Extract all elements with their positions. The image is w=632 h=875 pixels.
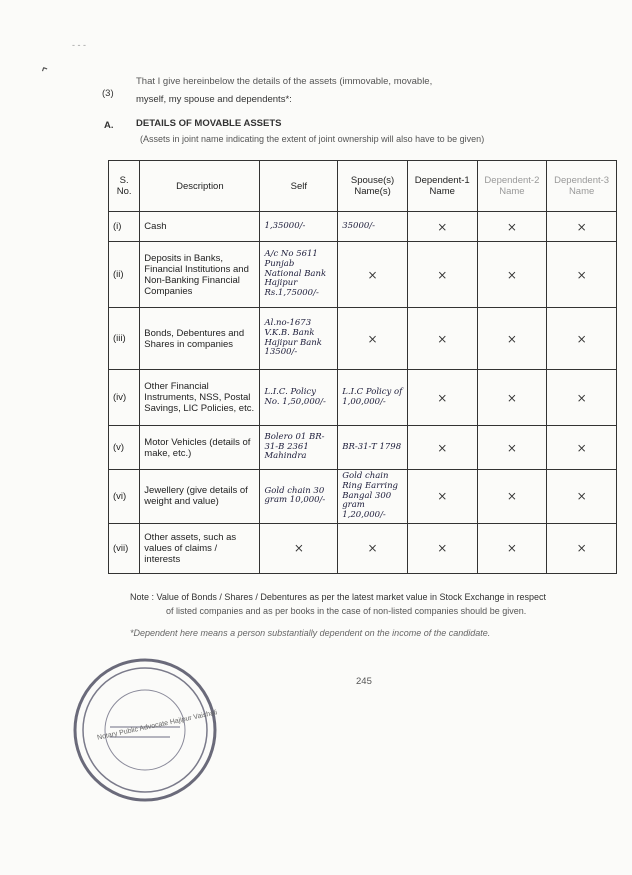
value-dependent-1: ×	[407, 308, 477, 370]
value-spouse: ×	[338, 242, 408, 308]
section-heading: DETAILS OF MOVABLE ASSETS	[136, 118, 282, 129]
value-dependent-1: ×	[407, 470, 477, 524]
value-dependent-1: ×	[407, 212, 477, 242]
col-header-sno: S. No.	[109, 161, 140, 212]
heading-letter: A.	[104, 120, 114, 131]
value-dependent-3: ×	[547, 308, 617, 370]
value-dependent-3: ×	[547, 523, 617, 573]
col-header-dependent-2: Dependent-2 Name	[477, 161, 547, 212]
col-header-description: Description	[140, 161, 260, 212]
value-spouse: BR-31-T 1798	[338, 426, 408, 470]
value-dependent-2: ×	[477, 242, 547, 308]
value-dependent-2: ×	[477, 212, 547, 242]
table-row	[109, 470, 617, 524]
value-dependent-1: ×	[407, 523, 477, 573]
value-self: Gold chain 30 gram 10,000/-	[260, 470, 338, 524]
col-header-spouse: Spouse(s) Name(s)	[338, 161, 408, 212]
top-mark: - - -	[72, 40, 86, 50]
value-self: ×	[260, 523, 338, 573]
row-description: Other Financial Instruments, NSS, Postal Savings, LIC Policies, etc.	[140, 370, 260, 426]
value-dependent-2: ×	[477, 470, 547, 524]
value-dependent-2: ×	[477, 370, 547, 426]
table-row	[109, 308, 617, 370]
stamp-text: Notary Public Advocate Hajipur Vaishali	[96, 709, 218, 742]
value-self: Al.no-1673 V.K.B. Bank Hajipur Bank 13500/-	[260, 308, 338, 370]
row-description: Motor Vehicles (details of make, etc.)	[140, 426, 260, 470]
table-row	[109, 370, 617, 426]
movable-assets-table	[108, 160, 617, 574]
value-spouse: 35000/-	[338, 212, 408, 242]
section-subheading: (Assets in joint name indicating the extent of joint ownership will also have to be given)	[140, 134, 485, 144]
row-description: Cash	[140, 212, 260, 242]
value-dependent-1: ×	[407, 242, 477, 308]
value-spouse: ×	[338, 523, 408, 573]
value-self: L.I.C. Policy No. 1,50,000/-	[260, 370, 338, 426]
value-spouse: Gold chain Ring Earring Bangal 300 gram 1,20,000/-	[338, 470, 408, 524]
value-dependent-1: ×	[407, 426, 477, 470]
intro-line-2: myself, my spouse and dependents*:	[136, 94, 292, 105]
note-line-2: of listed companies and as per books in the case of non-listed companies should be given.	[166, 606, 527, 616]
value-dependent-3: ×	[547, 426, 617, 470]
row-number: (iii)	[109, 308, 140, 370]
row-number: (iv)	[109, 370, 140, 426]
table-row	[109, 523, 617, 573]
row-description: Bonds, Debentures and Shares in companies	[140, 308, 260, 370]
value-spouse: L.I.C Policy of 1,00,000/-	[338, 370, 408, 426]
intro-line-1: That I give hereinbelow the details of the assets (immovable, movable,	[136, 76, 433, 87]
margin-tick-mark: ⌃	[36, 62, 55, 82]
page-number: 245	[356, 676, 372, 687]
note-line-1: Note : Value of Bonds / Shares / Debentures as per the latest market value in Stock Exchange in respect	[130, 592, 547, 602]
col-header-dependent-3: Dependent-3 Name	[547, 161, 617, 212]
value-dependent-3: ×	[547, 370, 617, 426]
value-self: A/c No 5611 Punjab National Bank Hajipur Rs.1,75000/-	[260, 242, 338, 308]
row-number: (v)	[109, 426, 140, 470]
value-dependent-3: ×	[547, 470, 617, 524]
row-number: (ii)	[109, 242, 140, 308]
value-dependent-2: ×	[477, 308, 547, 370]
table-row	[109, 426, 617, 470]
section-number: (3)	[102, 88, 114, 99]
row-number: (vii)	[109, 523, 140, 573]
col-header-self: Self	[260, 161, 338, 212]
row-number: (vi)	[109, 470, 140, 524]
value-dependent-2: ×	[477, 523, 547, 573]
col-header-dependent-1: Dependent-1 Name	[407, 161, 477, 212]
value-dependent-1: ×	[407, 370, 477, 426]
value-dependent-2: ×	[477, 426, 547, 470]
value-dependent-3: ×	[547, 212, 617, 242]
row-number: (i)	[109, 212, 140, 242]
value-dependent-3: ×	[547, 242, 617, 308]
dependent-note: *Dependent here means a person substantially dependent on the income of the candidate.	[130, 628, 491, 638]
table-row	[109, 212, 617, 242]
row-description: Other assets, such as values of claims / interests	[140, 523, 260, 573]
value-self: Bolero 01 BR-31-B 2361 Mahindra	[260, 426, 338, 470]
table-header-row	[109, 161, 617, 212]
value-self: 1,35000/-	[260, 212, 338, 242]
row-description: Jewellery (give details of weight and value)	[140, 470, 260, 524]
value-spouse: ×	[338, 308, 408, 370]
table-row	[109, 242, 617, 308]
row-description: Deposits in Banks, Financial Institutions and Non-Banking Financial Companies	[140, 242, 260, 308]
